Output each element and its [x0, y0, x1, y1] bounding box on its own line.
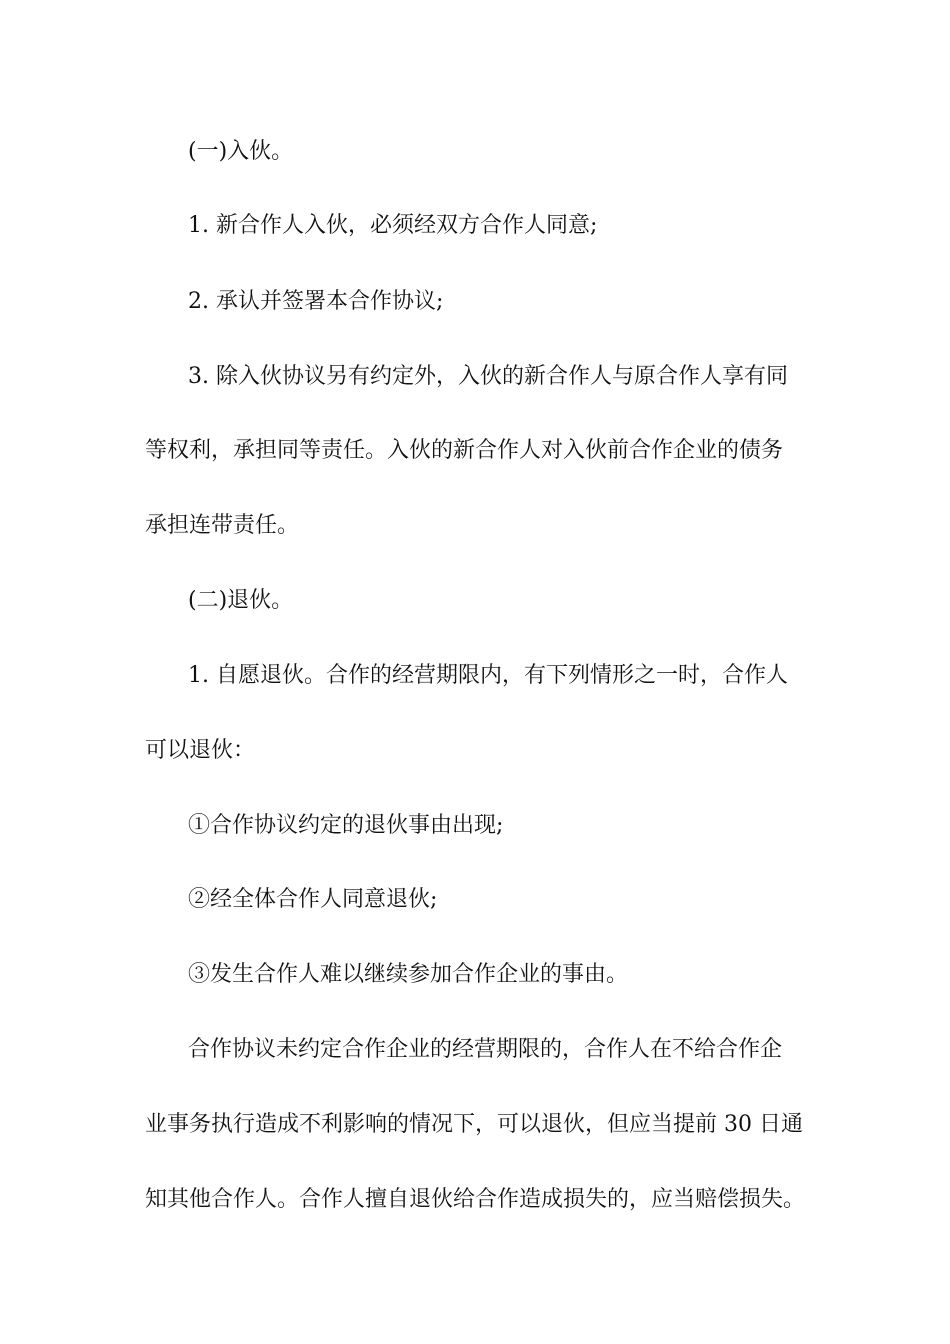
list-item: ②经全体合作人同意退伙; [188, 887, 438, 912]
paragraph-line: 知其他合作人。合作人擅自退伙给合作造成损失的，应当赔偿损失。 [145, 1187, 806, 1212]
paragraph-line: 业事务执行造成不利影响的情况下，可以退伙，但应当提前 30 日通 [145, 1112, 803, 1137]
paragraph-line: 1. 自愿退伙。合作的经营期限内，有下列情形之一时，合作人 [188, 663, 788, 688]
paragraph-line: 1. 新合作人入伙，必须经双方合作人同意; [188, 213, 598, 238]
paragraph-line: 3. 除入伙协议另有约定外，入伙的新合作人与原合作人享有同 [188, 364, 788, 389]
paragraph-line: 承担连带责任。 [145, 513, 300, 538]
section-heading-withdrawal: (二)退伙。 [188, 588, 294, 613]
paragraph-line: 合作协议未约定合作企业的经营期限的，合作人在不给合作企 [188, 1037, 783, 1062]
section-heading-joining: (一)入伙。 [188, 139, 294, 164]
list-item: ①合作协议约定的退伙事由出现; [188, 813, 504, 838]
paragraph-line: 可以退伙： [145, 738, 256, 763]
paragraph-line: 2. 承认并签署本合作协议; [188, 289, 444, 314]
list-item: ③发生合作人难以继续参加合作企业的事由。 [188, 962, 629, 987]
paragraph-line: 等权利，承担同等责任。入伙的新合作人对入伙前合作企业的债务 [145, 438, 784, 463]
